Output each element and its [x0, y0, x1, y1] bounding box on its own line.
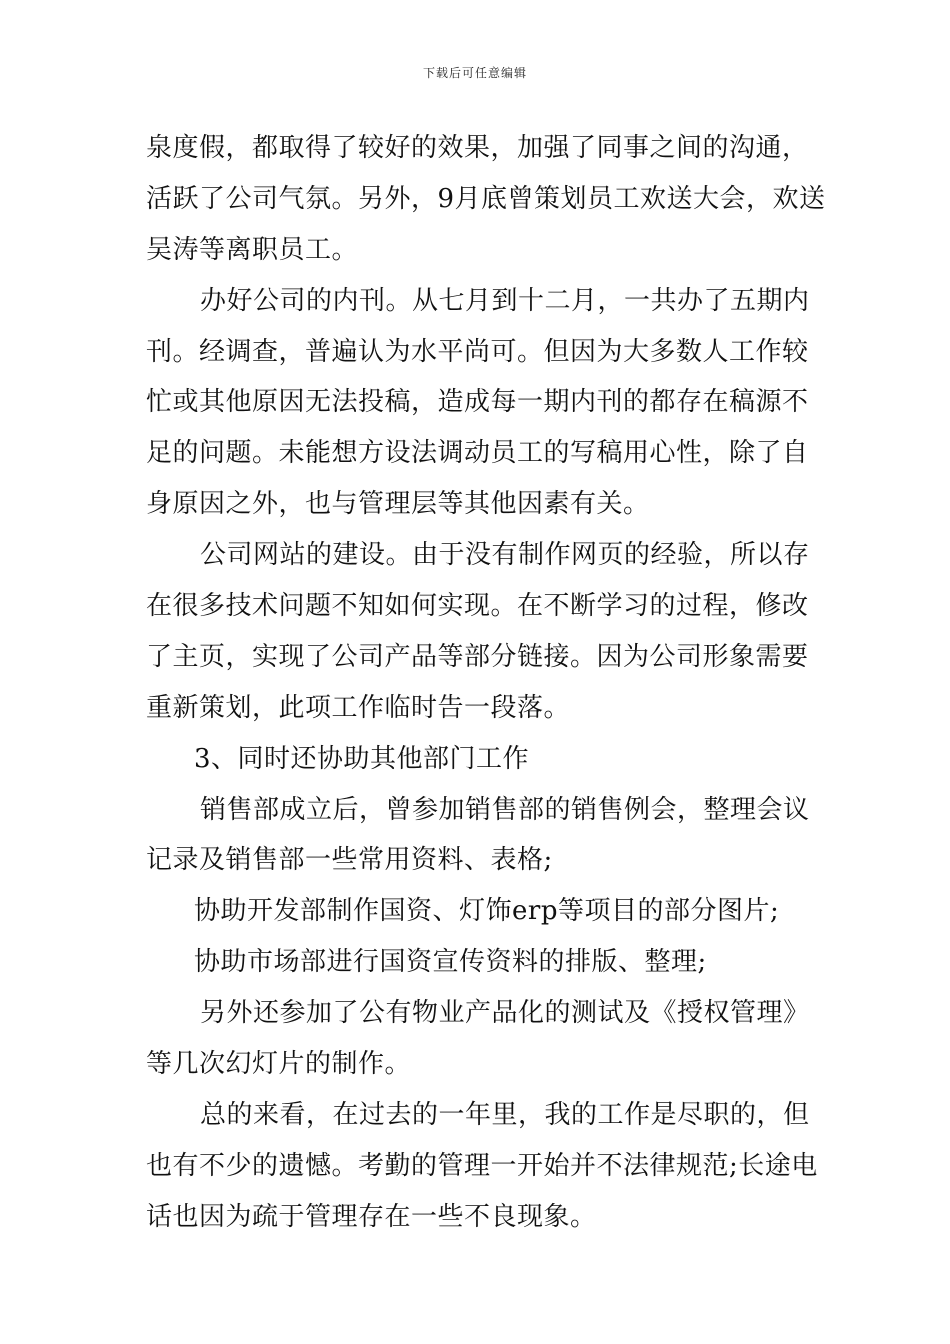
text-line: 在很多技术问题不知如何实现。在不断学习的过程，修改	[146, 591, 809, 622]
text-line: 也有不少的遗憾。考勤的管理一开始并不法律规范;长途电	[146, 1150, 818, 1181]
text-line: 等几次幻灯片的制作。	[146, 1049, 412, 1080]
paragraph-start-line: 协助市场部进行国资宣传资料的排版、整理;	[194, 947, 707, 978]
text-line: 了主页，实现了公司产品等部分链接。因为公司形象需要	[146, 641, 809, 672]
paragraph-start-line: 协助开发部制作国资、灯饰erp等项目的部分图片;	[194, 896, 780, 927]
text-line: 刊。经调查，普遍认为水平尚可。但因为大多数人工作较	[146, 336, 809, 367]
text-line: 泉度假，都取得了较好的效果，加强了同事之间的沟通，	[146, 133, 809, 163]
text-line: 吴涛等离职员工。	[146, 234, 359, 265]
text-line: 话也因为疏于管理存在一些不良现象。	[146, 1201, 597, 1232]
text-line: 忙或其他原因无法投稿，造成每一期内刊的都存在稿源不	[146, 387, 809, 418]
paragraph-start-line: 另外还参加了公有物业产品化的测试及《授权管理》	[200, 998, 810, 1029]
text-line: 记录及销售部一些常用资料、表格;	[146, 845, 553, 876]
text-line: 活跃了公司气氛。另外，9月底曾策划员工欢送大会，欢送	[146, 183, 826, 214]
section-heading: 3、同时还协助其他部门工作	[194, 743, 530, 774]
paragraph-start-line: 办好公司的内刊。从七月到十二月，一共办了五期内	[200, 285, 810, 316]
text-line: 身原因之外，也与管理层等其他因素有关。	[146, 489, 650, 520]
paragraph-start-line: 总的来看，在过去的一年里，我的工作是尽职的，但	[200, 1099, 810, 1130]
paragraph-start-line: 公司网站的建设。由于没有制作网页的经验，所以存	[200, 540, 810, 571]
text-line: 足的问题。未能想方设法调动员工的写稿用心性，除了自	[146, 438, 809, 469]
page-header: 下载后可任意编辑	[422, 66, 527, 80]
text-line: 重新策划，此项工作临时告一段落。	[146, 692, 571, 723]
paragraph-start-line: 销售部成立后，曾参加销售部的销售例会，整理会议	[200, 794, 810, 825]
document-body	[146, 123, 826, 1243]
